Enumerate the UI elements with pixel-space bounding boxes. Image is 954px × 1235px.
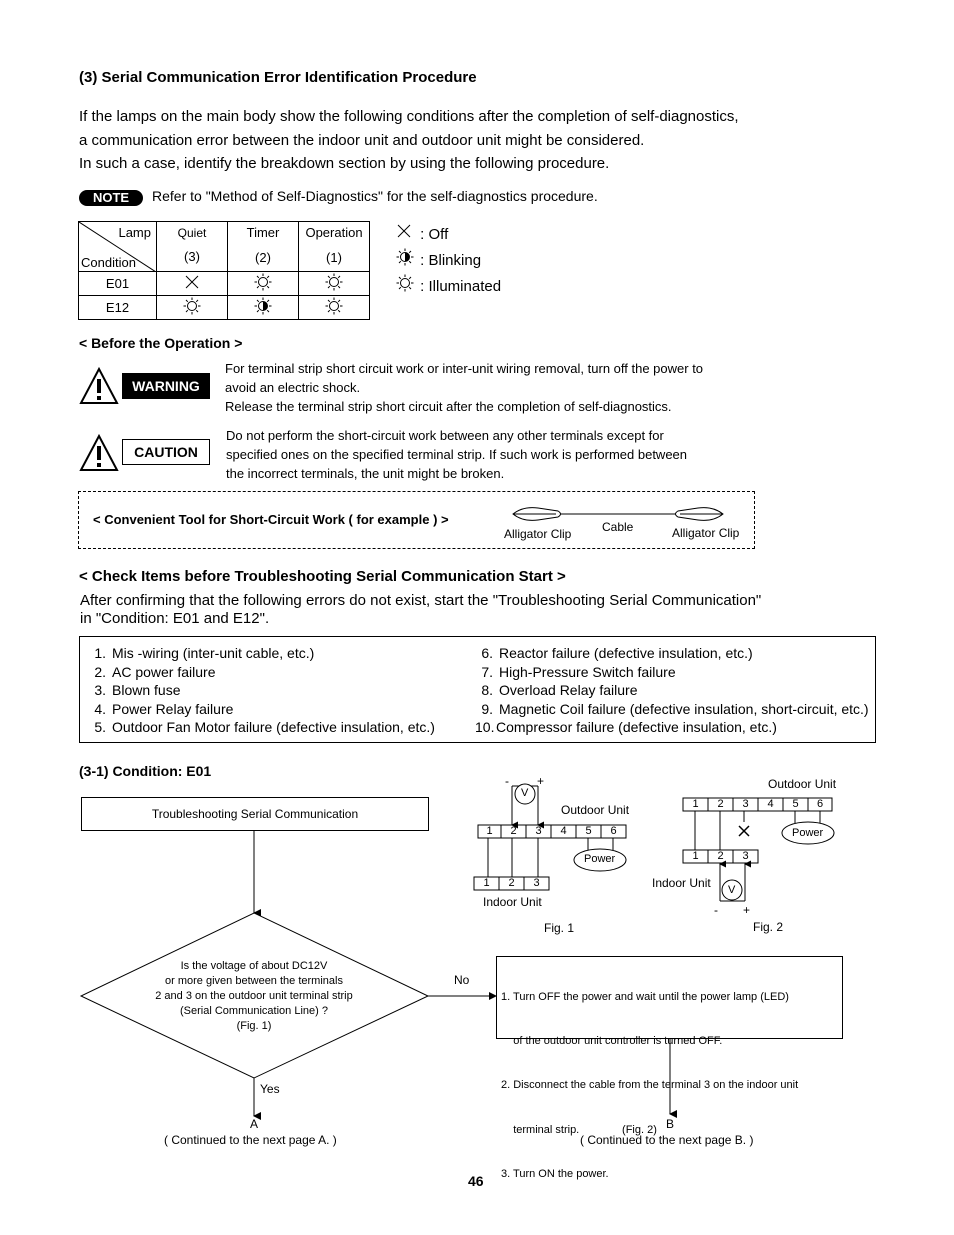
- right-clip-label: Alligator Clip: [672, 526, 740, 540]
- corner-condition-label: Condition: [81, 255, 136, 270]
- caution-line: specified ones on the specified terminal strip. If such work is performed between: [226, 447, 688, 462]
- end-b-letter: B: [665, 1117, 675, 1131]
- fig2-minus: -: [714, 903, 718, 917]
- fig2-meter-label: V: [728, 884, 736, 896]
- item-text: Reactor failure (defective insulation, etc.): [499, 645, 753, 661]
- terminal-label: 4: [560, 825, 567, 837]
- legend-text: : Blinking: [420, 251, 482, 269]
- caution-badge: CAUTION: [122, 439, 210, 465]
- legend-text: : Illuminated: [420, 278, 502, 296]
- action-line: 1. Turn OFF the power and wait until the power lamp (LED): [501, 990, 789, 1003]
- question-line: or more given between the terminals: [165, 975, 343, 987]
- question-line: 2 and 3 on the outdoor unit terminal strip: [155, 990, 353, 1002]
- terminal-label: 1: [692, 798, 699, 810]
- tool-title: < Convenient Tool for Short-Circuit Work ( for example ) >: [93, 512, 449, 527]
- fig1-caption: Fig. 1: [544, 921, 575, 935]
- fig2-outdoor-label: Outdoor Unit: [768, 777, 837, 791]
- intro-line: a communication error between the indoor unit and outdoor unit might be considered.: [79, 131, 645, 149]
- condition-title: (3-1) Condition: E01: [79, 763, 212, 779]
- terminal-label: 2: [510, 825, 517, 837]
- terminal-label: 3: [742, 798, 749, 810]
- item-text: Mis -wiring (inter-unit cable, etc.): [112, 645, 315, 661]
- item-text: Blown fuse: [112, 682, 181, 699]
- question-line: (Serial Communication Line) ?: [180, 1005, 328, 1017]
- terminal-label: 3: [533, 877, 540, 889]
- warning-badge: WARNING: [122, 373, 210, 399]
- section-title: (3) Serial Communication Error Identification Procedure: [79, 69, 477, 86]
- item-number: 9.: [481, 700, 493, 717]
- fig1-minus: -: [505, 774, 509, 788]
- column-name: Quiet: [177, 226, 207, 240]
- column-name: Timer: [246, 225, 280, 240]
- item-text: AC power failure: [112, 663, 216, 680]
- terminal-label: 4: [767, 798, 774, 810]
- row-label: E01: [79, 272, 157, 296]
- question-line: Is the voltage of about DC12V: [180, 960, 328, 972]
- fig1-plus: +: [537, 774, 545, 788]
- item-number: 10.: [475, 719, 495, 736]
- item-number: 8.: [481, 682, 493, 699]
- yes-label: Yes: [260, 1082, 280, 1096]
- terminal-label: 5: [792, 798, 799, 810]
- flow-start-box: Troubleshooting Serial Communication: [81, 797, 429, 831]
- action-line: 2. Disconnect the cable from the terminal 3 on the indoor unit: [501, 1079, 799, 1092]
- column-num: (1): [326, 250, 342, 265]
- column-num: (2): [255, 250, 271, 265]
- item-number: 5.: [94, 719, 106, 736]
- item-number: 4.: [94, 700, 106, 717]
- caution-line: Do not perform the short-circuit work between any other terminals except for: [226, 428, 664, 443]
- fig2-plus: +: [743, 903, 751, 917]
- item-text: Power Relay failure: [112, 700, 234, 717]
- fig2-caption: Fig. 2: [753, 920, 784, 934]
- terminal-label: 2: [717, 798, 724, 810]
- fig2-outdoor-terminals: [683, 798, 832, 810]
- terminal-label: 3: [742, 850, 749, 862]
- intro-line: If the lamps on the main body show the following conditions after the completion of self-diagnostics,: [79, 108, 739, 125]
- left-clip-label: Alligator Clip: [504, 527, 572, 541]
- action-line: terminal strip. (Fig. 2): [501, 1123, 657, 1136]
- check-intro-line: After confirming that the following errors do not exist, start the "Troubleshooting Serial Communication": [80, 592, 762, 609]
- warning-line: avoid an electric shock.: [225, 380, 361, 395]
- item-number: 2.: [94, 663, 106, 680]
- item-text: High-Pressure Switch failure: [499, 663, 676, 680]
- fig1-power-label: Power: [584, 853, 616, 865]
- fig2-indoor-terminals: [683, 850, 758, 862]
- no-label: No: [454, 973, 470, 987]
- row-label: E12: [79, 296, 157, 320]
- end-a-text: ( Continued to the next page A. ): [164, 1133, 337, 1147]
- action-line: of the outdoor unit controller is turned OFF.: [501, 1034, 723, 1047]
- item-text: Overload Relay failure: [499, 682, 638, 699]
- page-number: 46: [468, 1173, 484, 1189]
- fig2-power-label: Power: [792, 827, 824, 839]
- item-number: 1.: [94, 645, 106, 661]
- warning-line: For terminal strip short circuit work or inter-unit wiring removal, turn off the power to: [225, 361, 704, 376]
- note-text: Refer to "Method of Self-Diagnostics" for the self-diagnostics procedure.: [152, 188, 598, 204]
- warning-line: Release the terminal strip short circuit after the completion of self-diagnostics.: [225, 399, 672, 414]
- item-text: Compressor failure (defective insulation, etc.): [496, 719, 777, 736]
- action-line: 3. Turn ON the power.: [501, 1168, 609, 1181]
- terminal-label: 3: [535, 825, 542, 837]
- before-operation-title: < Before the Operation >: [79, 335, 243, 351]
- intro-line: In such a case, identify the breakdown section by using the following procedure.: [79, 155, 610, 172]
- corner-lamp-label: Lamp: [118, 225, 151, 240]
- fig1-indoor-label: Indoor Unit: [483, 895, 542, 909]
- legend-text: : Off: [420, 226, 449, 244]
- item-text: Outdoor Fan Motor failure (defective insulation, etc.): [112, 719, 435, 736]
- terminal-label: 1: [486, 825, 493, 837]
- terminal-label: 6: [610, 825, 617, 837]
- terminal-label: 5: [585, 825, 592, 837]
- item-number: 6.: [481, 645, 493, 661]
- question-line: (Fig. 1): [236, 1020, 272, 1032]
- fig2-indoor-label: Indoor Unit: [652, 876, 711, 890]
- item-number: 3.: [94, 682, 106, 699]
- item-text: Magnetic Coil failure (defective insulation, short-circuit, etc.): [499, 700, 869, 717]
- check-intro-line: in "Condition: E01 and E12".: [80, 610, 270, 627]
- terminal-label: 1: [483, 877, 490, 889]
- caution-line: the incorrect terminals, the unit might be broken.: [226, 466, 505, 481]
- terminal-label: 6: [816, 798, 824, 810]
- terminal-label: 2: [508, 877, 515, 889]
- item-number: 7.: [481, 663, 493, 680]
- check-items-title: < Check Items before Troubleshooting Serial Communication Start >: [79, 568, 566, 585]
- terminal-label: 1: [692, 850, 699, 862]
- column-name: Operation: [305, 225, 363, 240]
- cable-label: Cable: [602, 520, 634, 534]
- fig1-outdoor-label: Outdoor Unit: [561, 803, 630, 817]
- end-b-text: ( Continued to the next page B. ): [580, 1133, 754, 1147]
- end-a-letter: A: [249, 1117, 259, 1131]
- fig1-meter-label: V: [521, 787, 529, 799]
- column-num: (3): [184, 249, 200, 264]
- terminal-label: 2: [717, 850, 724, 862]
- note-badge: NOTE: [79, 190, 143, 206]
